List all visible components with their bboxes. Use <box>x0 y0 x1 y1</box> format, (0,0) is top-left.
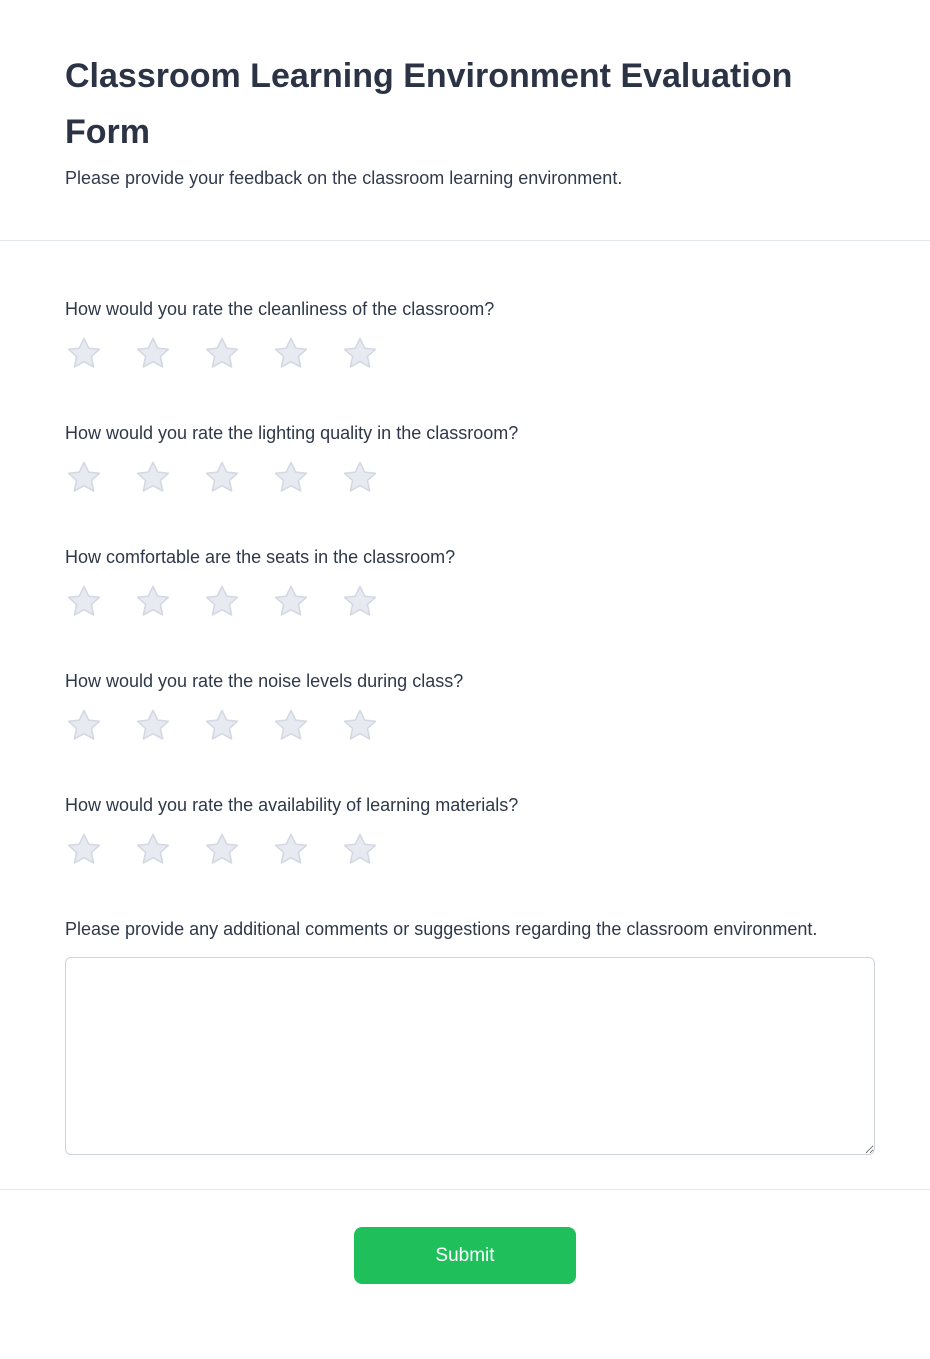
star-icon[interactable] <box>203 831 241 869</box>
star-icon[interactable] <box>65 335 103 373</box>
star-icon[interactable] <box>272 707 310 745</box>
star-icon[interactable] <box>203 335 241 373</box>
star-icon[interactable] <box>134 335 172 373</box>
star-icon[interactable] <box>272 335 310 373</box>
footer-divider <box>0 1189 930 1190</box>
star-icon[interactable] <box>272 459 310 497</box>
star-icon[interactable] <box>341 459 379 497</box>
question-label: Please provide any additional comments or suggestions regarding the classroom environment. <box>65 919 818 939</box>
submit-row <box>0 1227 930 1284</box>
question-label: How would you rate the availability of learning materials? <box>65 795 519 815</box>
question-noise-levels <box>65 621 865 745</box>
questions-section <box>0 297 930 1155</box>
question-label: How would you rate the noise levels during class? <box>65 671 464 691</box>
submit-button[interactable]: Submit <box>354 1227 576 1284</box>
star-icon[interactable] <box>272 831 310 869</box>
star-icon[interactable] <box>65 707 103 745</box>
star-icon[interactable] <box>134 707 172 745</box>
star-rating-group[interactable] <box>65 335 865 373</box>
comments-textarea[interactable] <box>65 957 875 1155</box>
star-rating-group[interactable] <box>65 459 865 497</box>
question-label: How would you rate the lighting quality in the classroom? <box>65 423 519 443</box>
star-icon[interactable] <box>65 831 103 869</box>
star-rating-group[interactable] <box>65 707 865 745</box>
question-additional-comments <box>65 869 865 1155</box>
question-materials-availability <box>65 745 865 869</box>
star-icon[interactable] <box>203 459 241 497</box>
star-icon[interactable] <box>203 583 241 621</box>
star-rating-group[interactable] <box>65 831 865 869</box>
form-title: Classroom Learning Environment Evaluation Form <box>65 57 793 151</box>
star-icon[interactable] <box>65 459 103 497</box>
question-label: How would you rate the cleanliness of the classroom? <box>65 299 495 319</box>
question-lighting <box>65 373 865 497</box>
star-icon[interactable] <box>341 707 379 745</box>
star-icon[interactable] <box>65 583 103 621</box>
form-subtitle: Please provide your feedback on the classroom learning environment. <box>65 168 623 188</box>
star-rating-group[interactable] <box>65 583 865 621</box>
question-cleanliness <box>65 297 865 373</box>
star-icon[interactable] <box>134 583 172 621</box>
header-divider <box>0 240 930 241</box>
star-icon[interactable] <box>341 335 379 373</box>
star-icon[interactable] <box>203 707 241 745</box>
star-icon[interactable] <box>341 831 379 869</box>
star-icon[interactable] <box>272 583 310 621</box>
star-icon[interactable] <box>341 583 379 621</box>
question-seats-comfort <box>65 497 865 621</box>
star-icon[interactable] <box>134 831 172 869</box>
question-label: How comfortable are the seats in the classroom? <box>65 547 456 567</box>
star-icon[interactable] <box>134 459 172 497</box>
form-header <box>0 0 930 240</box>
